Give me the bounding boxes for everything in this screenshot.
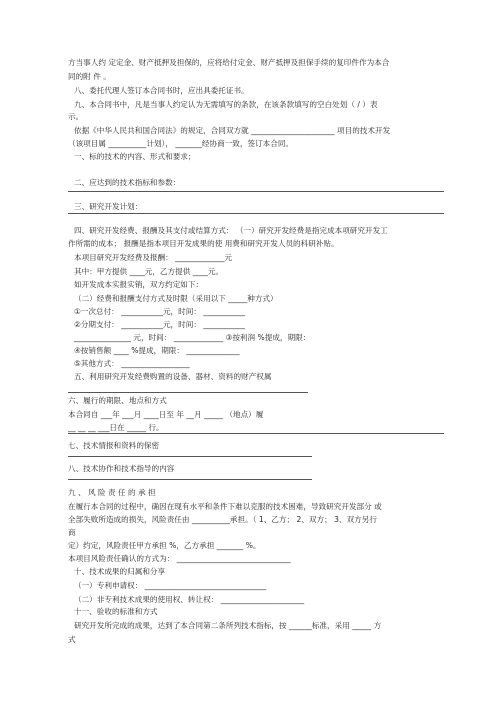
section-heading: 二、应达到的技术指标和参数： [74, 178, 181, 187]
blank-line [68, 456, 312, 457]
paragraph-line: 式 [68, 635, 76, 644]
payment-option-3: _______________ 元，时间： _____________ ③按利润 %提成，期限： [74, 333, 311, 342]
clause-9: 九、本合同书中，凡是当事人约定认为无需填写的条款，在该条款填写的空白处划（ / ）表 [74, 100, 378, 109]
payment-option-1: ①一次总付： ___________元，时间： ___________ [74, 307, 246, 316]
paragraph-line: 商 [68, 528, 76, 537]
payment-option-2: ②分期支付： ___________元，时间： ___________ [74, 320, 246, 329]
paragraph-line: 示。 [68, 112, 84, 121]
clause-8: 八、委托代理人签订本合同书时，应出具委托证书。 [74, 86, 249, 95]
non-patent-right: （二）非专利技术成果的使用权、转让权： ______________________ [74, 595, 305, 604]
section-heading: 十、技术成果的归属和分享 [74, 567, 166, 576]
blank-line [68, 191, 444, 192]
funding-total: 本项目研究开发经费及报酬： _____________元 [74, 253, 233, 262]
section-heading: 十一、验收的标准和方式 [74, 607, 158, 616]
paragraph-line: 在履行本合同的过程中，确因在现有水平和条件下难以克服的技术困难，导致研究开发部分 或 [68, 502, 382, 511]
paragraph-line: （该项目属 __________计划）， _______经协商一致，签订本合同。 [68, 139, 294, 148]
section-heading: 一、标的技术的内容、形式和要求； [74, 152, 196, 161]
paragraph-line: 作所需的成本； 报酬是指本项目开发成果的使 用费和研究开发人员的科研补贴。 [68, 239, 339, 248]
patent-right: （一）专利申请权： ________________________________ [74, 581, 267, 590]
blank-line [68, 392, 308, 393]
section-heading: 五、利用研究开发经费购置的设备、器材、资料的财产权属 [74, 372, 272, 381]
paragraph-line: 同的附 件 。 [68, 72, 111, 81]
paragraph-line: 全部失败所造成的损失，风险责任由 __________承担。（ 1、乙方； 2、双方； 3、双方另行 [68, 515, 377, 524]
acceptance-standard: 研究开发所完成的成果，达到了本合同第二条所列技术指标，按 ______标准，采用 _____ 方 [74, 621, 382, 630]
blank-line [68, 433, 444, 434]
section-heading-risk: 九 、 风 险 责 任 的 承 担 [68, 488, 156, 497]
risk-confirmation: 本项目风险责任确认的方式为： ______________________________ [68, 554, 291, 563]
blank-line [68, 213, 444, 214]
payment-method: （二）经费和报酬支付方式及时限（采用以下 _____种方式） [74, 294, 278, 303]
paragraph-line: 如开发成本实报实销，双方约定如下： [74, 280, 204, 289]
term-place: __ __ __ ___日在 _____ 行。 [68, 423, 164, 432]
paragraph-line: 方当事人约 定定金、财产抵押及担保的，应将给付定金、财产抵押及担保手续的复印件作为本合 [68, 58, 390, 67]
risk-share: 定）约定，风险责任甲方承担 %，乙方承担 _______ %。 [68, 541, 261, 550]
section-heading: 三、研究开发计划： [74, 202, 143, 211]
section-heading: 六、履行的期限、地点和方式 [68, 396, 167, 405]
contract-basis: 依据《中华人民共和国合同法》的规定，合同双方就 ______________________ 项目的技术开发 [74, 126, 391, 135]
section-heading: 四、研究开发经费、报酬及其支付或结算方式： （一）研究开发经费是指完成本项研究开发工 [74, 226, 388, 235]
payment-option-5: ⑤其他方式： __________________ [74, 359, 190, 368]
term-dates: 本合同自 ___年 ___月 ____日至 年 __月 _____ （地点）履 [68, 410, 264, 419]
section-heading: 七、技术情报和资料的保密 [68, 441, 160, 450]
section-heading: 八、技术协作和技术指导的内容 [68, 464, 175, 473]
funding-split: 其中：甲方提供 ____元，乙方提供 ____元。 [74, 267, 224, 276]
payment-option-4: ④按销售额 ____ %提成，期限： ______________ [74, 346, 240, 355]
blank-line [68, 479, 312, 480]
